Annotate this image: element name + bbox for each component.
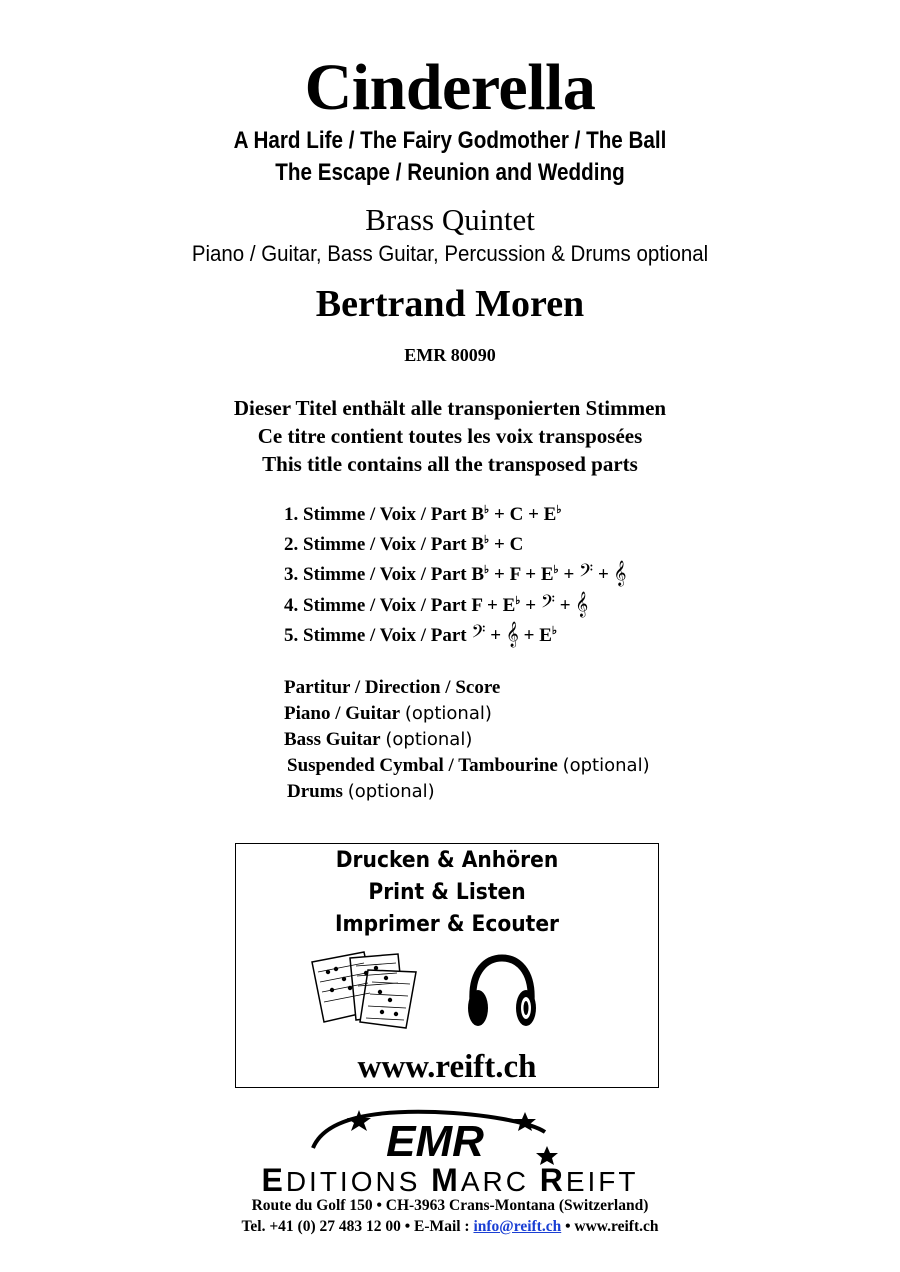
extra-score: Partitur / Direction / Score [284,677,501,698]
contains-english: This title contains all the transposed parts [262,452,638,476]
extra-drums: Drums (optional) [287,781,435,802]
instrumentation: Brass Quintet [365,202,535,237]
treble-clef-icon: 𝄞 [613,561,627,586]
print-box-french: Imprimer & Ecouter [334,912,560,937]
bass-clef-icon: 𝄢 [579,561,594,586]
part-1: 1. Stimme / Voix / Part B♭ + C + E♭ [284,504,562,525]
part-label: 1. Stimme / Voix / Part [284,504,472,525]
optional-instruments: Piano / Guitar, Bass Guitar, Percussion & Drums optional [191,241,709,266]
bass-clef-icon: 𝄢 [540,592,555,617]
publisher-address: Route du Golf 150 • CH-3963 Crans-Montana (Switzerland) [251,1197,649,1214]
extra-cymbal-tambourine: Suspended Cymbal / Tambourine (optional) [287,755,650,776]
emr-logo-text: EMR [386,1117,484,1166]
movement-list-line-1: A Hard Life / The Fairy Godmother / The Ball [233,127,667,154]
contains-german: Dieser Titel enthält alle transponierten Stimmen [233,396,667,420]
key-label: F [471,595,483,616]
key-label: C [509,534,524,555]
part-3: 3. Stimme / Voix / Part B♭ + F + E♭ + 𝄢 + 𝄞 [284,561,627,586]
part-4: 4. Stimme / Voix / Part F + E♭ + 𝄢 + 𝄞 [284,592,589,617]
movement-list-line-2: The Escape / Reunion and Wedding [275,159,625,186]
catalog-code: EMR 80090 [404,345,496,365]
headphones-icon [463,952,541,1032]
print-box-english: Print & Listen [368,880,526,905]
sheet-music-icon [306,948,422,1030]
website-link[interactable]: www.reift.ch [357,1049,537,1085]
key-label: E♭ [502,595,521,616]
emr-logo [305,1106,565,1166]
extra-bass-guitar: Bass Guitar (optional) [284,729,473,750]
treble-clef-icon: 𝄞 [575,592,589,617]
part-5: 5. Stimme / Voix / Part 𝄢 + 𝄞 + E♭ [284,622,558,647]
key-label: F [509,564,521,585]
print-box-german: Drucken & Anhören [335,848,559,873]
key-label: B♭ [471,534,490,555]
email-link[interactable]: info@reift.ch [473,1218,562,1235]
key-label: C [509,504,524,525]
part-label: 4. Stimme / Voix / Part [284,595,472,616]
part-2: 2. Stimme / Voix / Part B♭ + C [284,534,524,555]
part-label: 5. Stimme / Voix / Part [284,625,472,646]
publisher-contact: Tel. +41 (0) 27 483 12 00 • E-Mail : info@reift.ch • www.reift.ch [241,1218,659,1235]
key-label: B♭ [471,564,490,585]
bass-clef-icon: 𝄢 [471,622,486,647]
part-label: 3. Stimme / Voix / Part [284,564,472,585]
key-label: E♭ [540,564,559,585]
extra-piano-guitar: Piano / Guitar (optional) [284,703,492,724]
piece-title: Cinderella [304,51,596,124]
publisher-name: EDITIONS MARC REIFT [261,1162,639,1198]
key-label: B♭ [471,504,490,525]
treble-clef-icon: 𝄞 [505,622,519,647]
contains-french: Ce titre contient toutes les voix transposées [257,424,643,448]
key-label: E♭ [543,504,562,525]
composer-name: Bertrand Moren [315,283,585,325]
part-label: 2. Stimme / Voix / Part [284,534,472,555]
key-label: E♭ [539,625,558,646]
